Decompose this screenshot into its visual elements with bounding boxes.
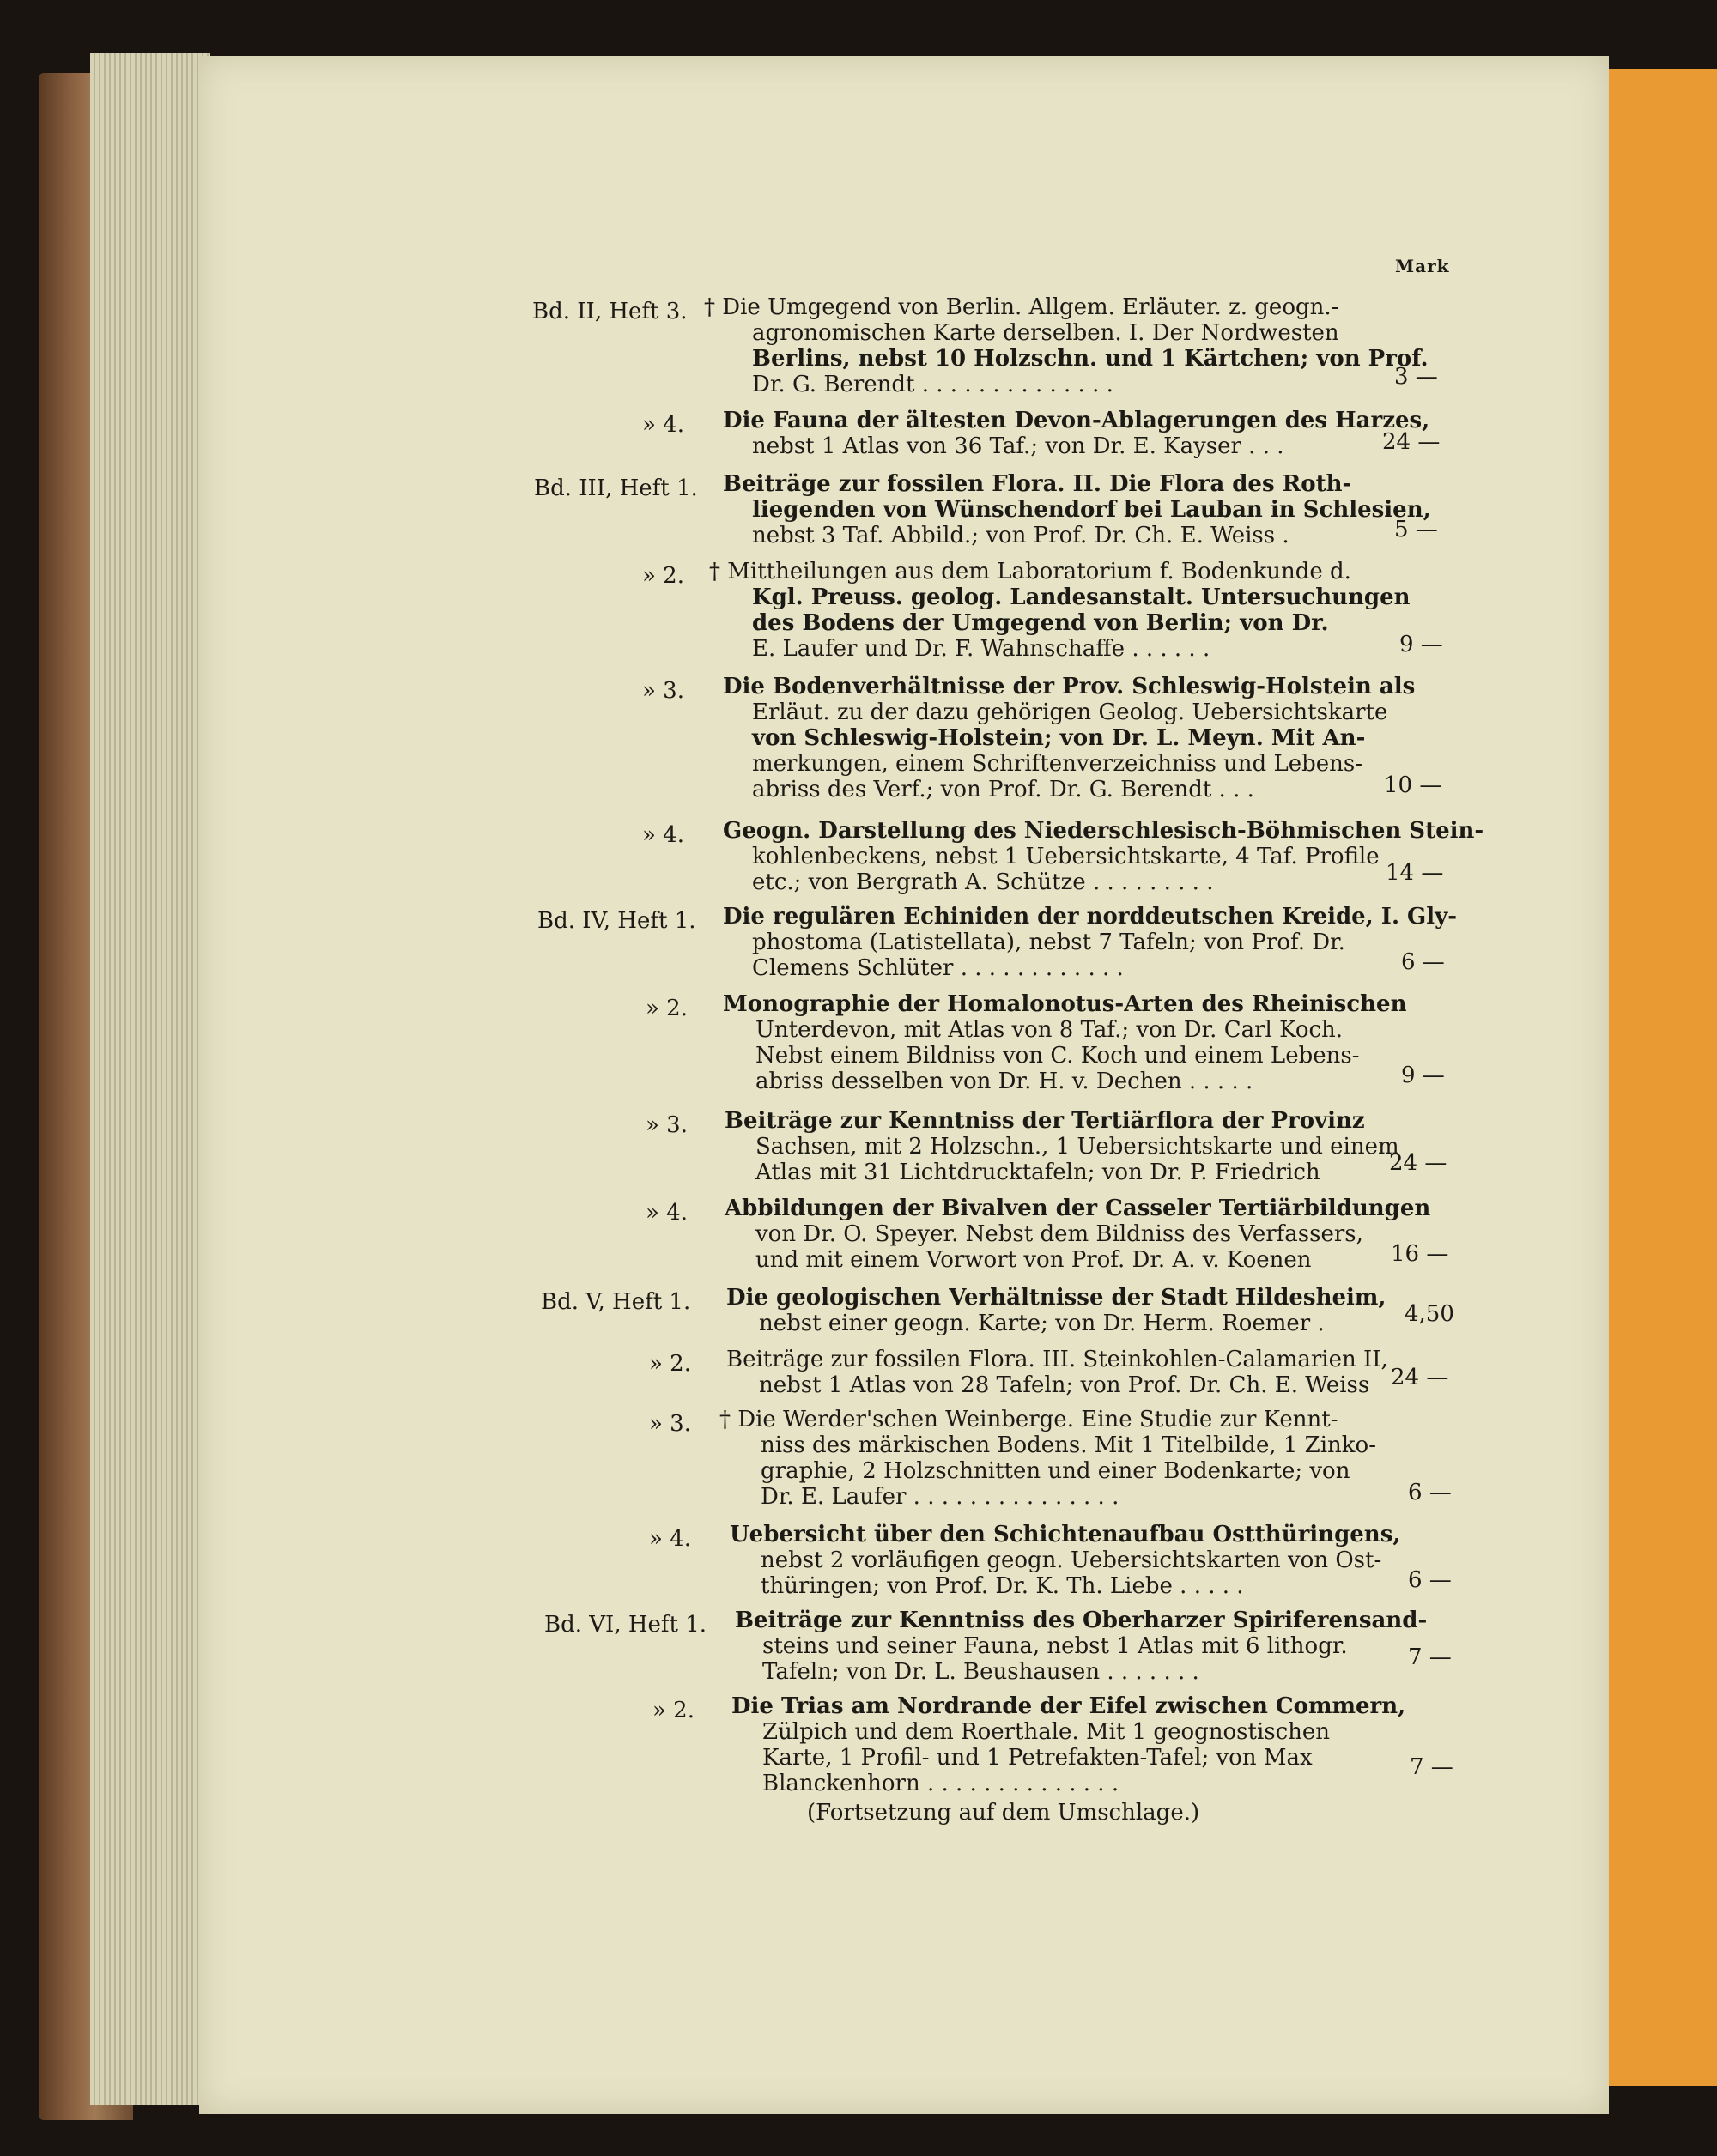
entry-line: † Mittheilungen aus dem Laboratorium f. Bodenkunde d.: [709, 559, 1351, 584]
entry-price: 5 —: [1394, 517, 1438, 542]
entry-price: 6 —: [1408, 1480, 1452, 1505]
entry-price: 14 —: [1386, 860, 1444, 886]
entry-line: Die Fauna der ältesten Devon-Ablagerungen des Harzes,: [723, 408, 1430, 433]
entry-line: Monographie der Homalonotus-Arten des Rheinischen: [723, 991, 1407, 1017]
entry-price: 3 —: [1394, 364, 1438, 390]
entry-price: 6 —: [1408, 1567, 1452, 1593]
volume-label: Bd. V, Heft 1.: [541, 1289, 691, 1315]
entry-line: abriss des Verf.; von Prof. Dr. G. Berendt . . .: [752, 777, 1254, 802]
entry-price: 10 —: [1384, 772, 1442, 798]
entry-line: liegenden von Wünschendorf bei Lauban in Schlesien,: [752, 497, 1431, 523]
entry-line: agronomischen Karte derselben. I. Der Nordwesten: [752, 320, 1339, 346]
entry-line: nebst 1 Atlas von 36 Taf.; von Dr. E. Kayser . . .: [752, 433, 1284, 459]
price-column-header: Mark: [1395, 256, 1450, 276]
entry-price: 4,50: [1405, 1301, 1454, 1327]
entry-price: 24 —: [1389, 1150, 1447, 1176]
entry-line: † Die Werder'schen Weinberge. Eine Studie zur Kennt-: [719, 1407, 1338, 1432]
entry-line: Erläut. zu der dazu gehörigen Geolog. Uebersichtskarte: [752, 699, 1388, 725]
entry-line: Zülpich und dem Roerthale. Mit 1 geognostischen: [762, 1719, 1331, 1745]
entry-line: Die Bodenverhältnisse der Prov. Schleswig-Holstein als: [723, 674, 1416, 699]
entry-line: Tafeln; von Dr. L. Beushausen . . . . . . .: [762, 1659, 1199, 1685]
entry-line: nebst einer geogn. Karte; von Dr. Herm. Roemer .: [759, 1311, 1325, 1336]
volume-label: » 3.: [646, 1112, 688, 1138]
volume-label: Bd. II, Heft 3.: [532, 299, 688, 324]
volume-label: » 2.: [642, 563, 684, 589]
entry-line: abriss desselben von Dr. H. v. Dechen . . . . .: [755, 1069, 1253, 1094]
entry-line: Beiträge zur Kenntniss des Oberharzer Spiriferensand-: [735, 1608, 1428, 1633]
entry-line: Unterdevon, mit Atlas von 8 Taf.; von Dr. Carl Koch.: [755, 1017, 1344, 1043]
entry-line: Dr. G. Berendt . . . . . . . . . . . . . .: [752, 372, 1113, 397]
entry-line: Geogn. Darstellung des Niederschlesisch-Böhmischen Stein-: [723, 818, 1484, 844]
page-edges: [90, 53, 210, 2105]
continuation-note: (Fortsetzung auf dem Umschlage.): [807, 1800, 1200, 1826]
volume-label: » 4.: [649, 1526, 691, 1552]
entry-price: 24 —: [1391, 1365, 1449, 1390]
entry-price: 9 —: [1401, 1063, 1445, 1088]
cover-edge: [1597, 69, 1717, 2086]
entry-price: 6 —: [1401, 949, 1445, 975]
entry-line: nebst 3 Taf. Abbild.; von Prof. Dr. Ch. E. Weiss .: [752, 523, 1289, 548]
entry-line: Kgl. Preuss. geolog. Landesanstalt. Untersuchungen: [752, 584, 1411, 610]
entry-line: des Bodens der Umgegend von Berlin; von Dr.: [752, 610, 1329, 636]
volume-label: » 3.: [649, 1411, 691, 1437]
volume-label: Bd. IV, Heft 1.: [537, 908, 696, 934]
entry-line: graphie, 2 Holzschnitten und einer Bodenkarte; von: [761, 1458, 1350, 1484]
entry-line: von Schleswig-Holstein; von Dr. L. Meyn. Mit An-: [752, 725, 1366, 751]
entry-line: Dr. E. Laufer . . . . . . . . . . . . . . .: [761, 1484, 1119, 1510]
entry-line: steins und seiner Fauna, nebst 1 Atlas mit 6 lithogr.: [762, 1633, 1348, 1659]
volume-label: » 2.: [646, 996, 688, 1021]
entry-line: kohlenbeckens, nebst 1 Uebersichtskarte, 4 Taf. Profile: [752, 844, 1380, 869]
entry-line: Beiträge zur fossilen Flora. III. Steinkohlen-Calamarien II,: [726, 1347, 1388, 1372]
entry-line: Die geologischen Verhältnisse der Stadt Hildesheim,: [726, 1285, 1386, 1311]
entry-line: Nebst einem Bildniss von C. Koch und einem Lebens-: [755, 1043, 1360, 1069]
volume-label: » 4.: [646, 1200, 688, 1226]
entry-line: nebst 2 vorläufigen geogn. Uebersichtskarten von Ost-: [761, 1547, 1382, 1573]
volume-label: Bd. III, Heft 1.: [534, 475, 698, 501]
entry-line: thüringen; von Prof. Dr. K. Th. Liebe . . . . .: [761, 1573, 1244, 1599]
volume-label: » 2.: [649, 1351, 691, 1377]
entry-line: Die Trias am Nordrande der Eifel zwischen Commern,: [731, 1693, 1406, 1719]
entry-line: Beiträge zur Kenntniss der Tertiärflora der Provinz: [725, 1108, 1365, 1134]
volume-label: » 4.: [642, 822, 684, 848]
entry-line: Sachsen, mit 2 Holzschn., 1 Uebersichtskarte und einem: [755, 1134, 1399, 1160]
entry-line: phostoma (Latistellata), nebst 7 Tafeln; von Prof. Dr.: [752, 930, 1345, 955]
volume-label: » 4.: [642, 412, 684, 438]
entry-line: und mit einem Vorwort von Prof. Dr. A. v. Koenen: [755, 1247, 1312, 1273]
entry-line: E. Laufer und Dr. F. Wahnschaffe . . . . . .: [752, 636, 1210, 662]
entry-line: merkungen, einem Schriftenverzeichniss und Lebens-: [752, 751, 1363, 777]
volume-label: Bd. VI, Heft 1.: [544, 1612, 707, 1638]
entry-line: Atlas mit 31 Lichtdrucktafeln; von Dr. P. Friedrich: [755, 1160, 1320, 1185]
entry-line: Clemens Schlüter . . . . . . . . . . . .: [752, 955, 1124, 981]
entry-line: Beiträge zur fossilen Flora. II. Die Flora des Roth-: [723, 471, 1352, 497]
entry-line: nebst 1 Atlas von 28 Tafeln; von Prof. Dr. Ch. E. Weiss: [759, 1372, 1370, 1398]
entry-line: von Dr. O. Speyer. Nebst dem Bildniss des Verfassers,: [755, 1221, 1363, 1247]
volume-label: » 3.: [642, 678, 684, 704]
entry-line: Berlins, nebst 10 Holzschn. und 1 Kärtchen; von Prof.: [752, 346, 1429, 372]
entry-line: † Die Umgegend von Berlin. Allgem. Erläuter. z. geogn.-: [704, 294, 1339, 320]
volume-label: » 2.: [652, 1698, 695, 1723]
entry-price: 16 —: [1391, 1241, 1449, 1267]
entry-line: Abbildungen der Bivalven der Casseler Tertiärbildungen: [725, 1196, 1431, 1221]
entry-line: Karte, 1 Profil- und 1 Petrefakten-Tafel; von Max: [762, 1745, 1313, 1771]
entry-line: Uebersicht über den Schichtenaufbau Ostthüringens,: [730, 1522, 1401, 1547]
entry-line: Die regulären Echiniden der norddeutschen Kreide, I. Gly-: [723, 904, 1458, 930]
entry-price: 7 —: [1408, 1644, 1452, 1670]
entry-price: 7 —: [1410, 1754, 1453, 1780]
entry-price: 24 —: [1382, 429, 1441, 455]
entry-price: 9 —: [1399, 632, 1443, 657]
entry-line: niss des märkischen Bodens. Mit 1 Titelbilde, 1 Zinko-: [761, 1432, 1376, 1458]
entry-line: Blanckenhorn . . . . . . . . . . . . . .: [762, 1771, 1119, 1796]
entry-line: etc.; von Bergrath A. Schütze . . . . . . . . .: [752, 869, 1214, 895]
